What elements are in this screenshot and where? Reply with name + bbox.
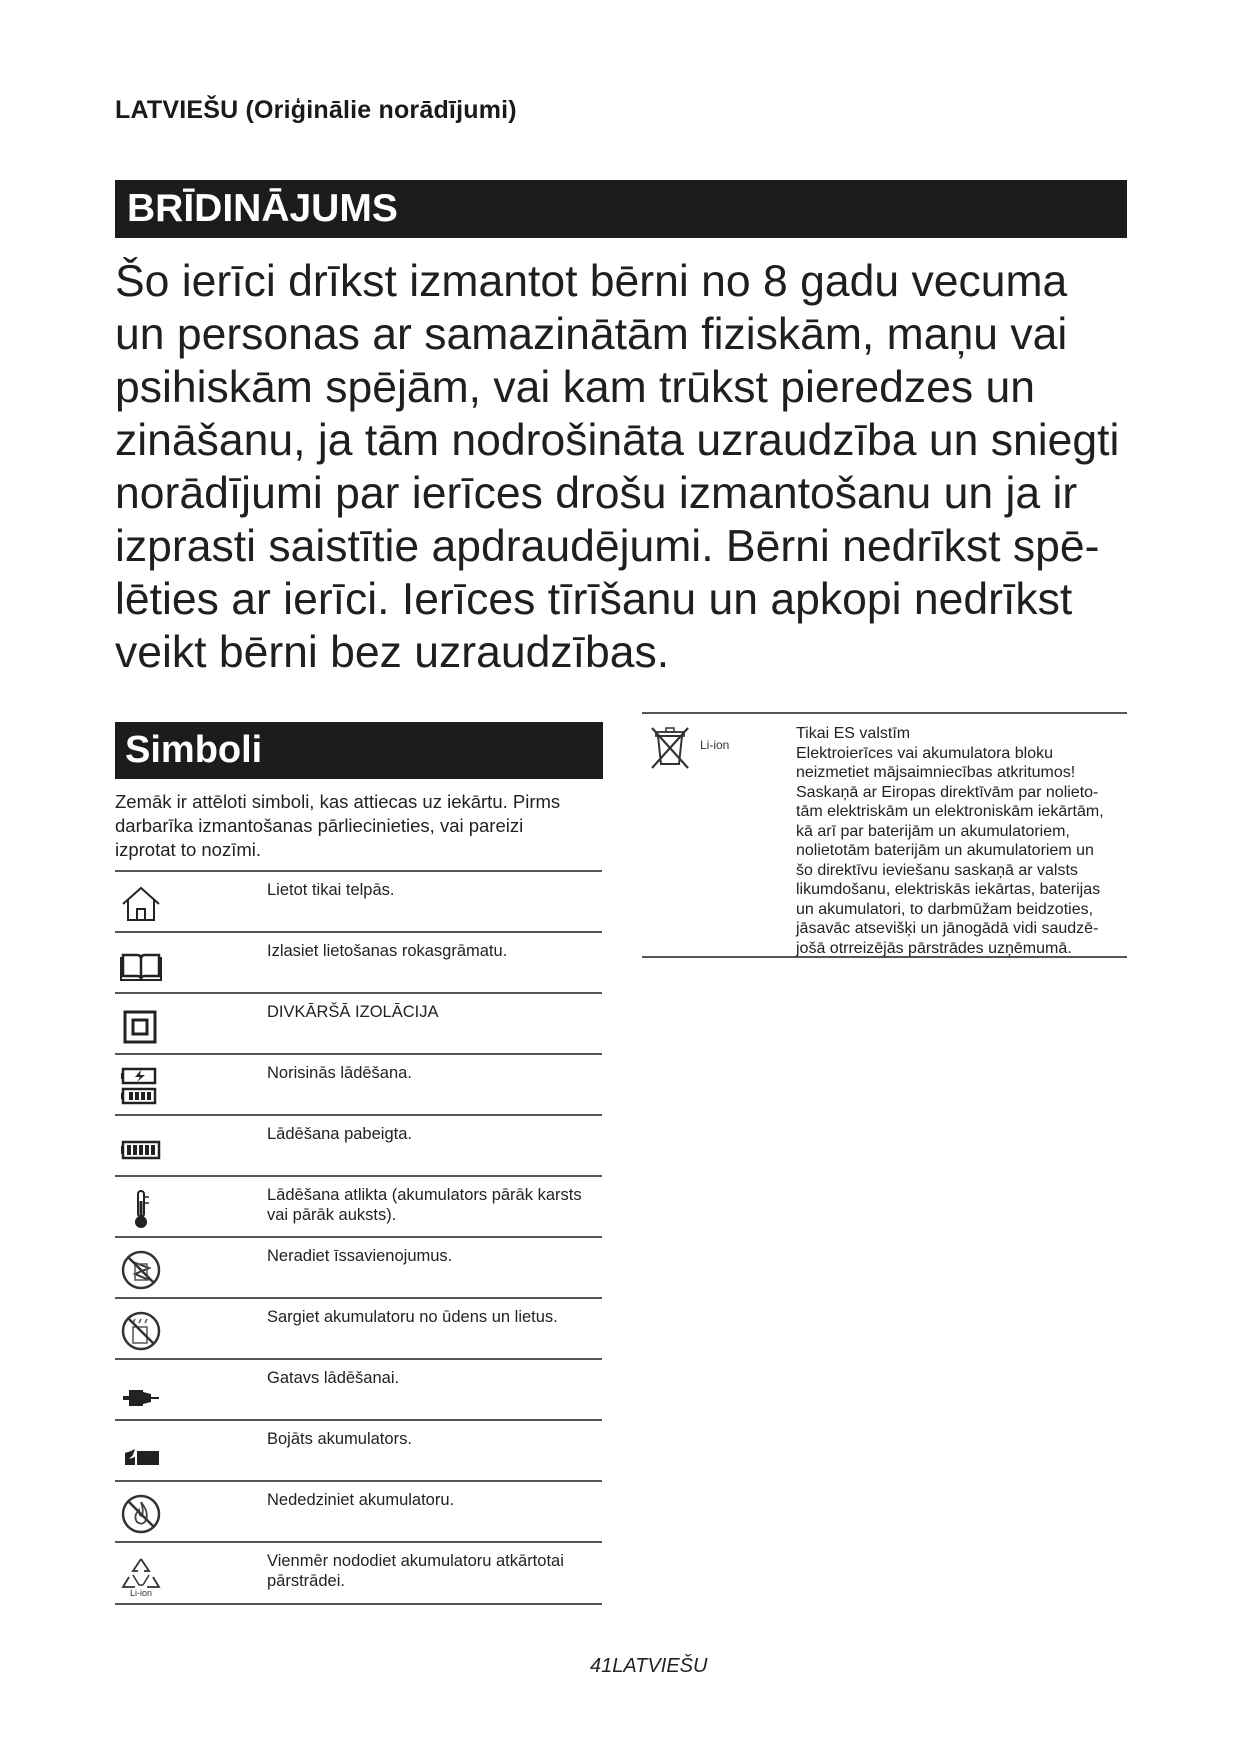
warning-text (115, 255, 1145, 679)
symbol-description: Norisinās lādēšana. (267, 1064, 412, 1082)
warning-line: norādījumi par ierīces drošu izmantošanu un ja ir (115, 469, 1078, 518)
symbol-description: Gatavs lādēšanai. (267, 1369, 400, 1387)
symbol-row (115, 1175, 602, 1236)
eu-line: tām elektriskām un elektroniskām iekārtām, (796, 803, 1104, 820)
no-water-icon (119, 1309, 163, 1353)
symbol-row (115, 1053, 602, 1114)
warning-line: psihiskām spējām, vai kam trūkst pieredzes un (115, 363, 1036, 412)
symbol-description: Neradiet īssavienojumus. (267, 1247, 453, 1265)
warning-line: izprasti saistītie apdraudējumi. Bērni nedrīkst spē- (115, 522, 1100, 571)
intro-line: izprotat to nozīmi. (115, 839, 262, 860)
symbol-row (115, 1236, 602, 1297)
warning-line: Šo ierīci drīkst izmantot bērni no 8 gadu vecuma (115, 257, 1068, 306)
manual-book-icon (119, 943, 163, 987)
battery-charging-icon (119, 1065, 163, 1109)
intro-line: Zemāk ir attēloti simboli, kas attiecas uz iekārtu. Pirms (115, 791, 561, 812)
eu-line: neizmetiet mājsaimniecības atkritumos! (796, 764, 1076, 781)
warning-line: lēties ar ierīci. Ierīces tīrīšanu un apkopi nedrīkst (115, 575, 1073, 624)
symbol-description: Bojāts akumulators. (267, 1430, 412, 1448)
eu-icon-label: Li-ion (700, 738, 730, 752)
double-insulation-icon (119, 1004, 163, 1048)
eu-notice-text (796, 724, 1131, 958)
symbol-description: Lādēšana pabeigta. (267, 1125, 412, 1143)
page-footer: 41LATVIEŠU (590, 1655, 708, 1677)
warning-line: veikt bērni bez uzraudzības. (115, 628, 670, 677)
eu-line: kā arī par baterijām un akumulatoriem, (796, 822, 1070, 840)
page-header-title: LATVIEŠU (Oriģinālie norādījumi) (115, 96, 517, 124)
symbols-table (115, 870, 602, 1605)
symbol-description: Izlasiet lietošanas rokasgrāmatu. (267, 942, 508, 960)
crossed-bin-icon (648, 724, 692, 770)
symbol-row (115, 931, 602, 992)
no-fire-icon (119, 1492, 163, 1536)
eu-line: šo direktīvu ieviešanu saskaņā ar valsts (796, 861, 1078, 879)
warning-line: un personas ar samazinātām fiziskām, maņu vai (115, 310, 1068, 359)
symbols-heading: Simboli (115, 722, 603, 779)
recycle-icon-label: Li-ion (129, 1588, 153, 1597)
eu-line: jāsavāc atsevišķi un jānogādā vidi saudzē- (796, 920, 1099, 937)
symbol-row (115, 1114, 602, 1175)
warning-line: zināšanu, ja tām nodrošināta uzraudzība un sniegti (115, 416, 1120, 465)
eu-line: likumdošanu, elektriskās iekārtas, baterijas (796, 881, 1101, 898)
symbol-row (115, 1358, 602, 1419)
symbol-description: Vienmēr nododiet akumulatoru atkārtotai pārstrādei. (267, 1552, 564, 1590)
house-indoor-icon (119, 882, 163, 926)
eu-line: Elektroierīces vai akumulatora bloku (796, 744, 1054, 762)
symbol-description: Sargiet akumulatoru no ūdens un lietus. (267, 1308, 558, 1326)
eu-line: Saskaņā ar Eiropas direktīvām par nolieto- (796, 783, 1099, 801)
symbol-description: DIVKĀRŠĀ IZOLĀCIJA (267, 1003, 439, 1021)
symbol-row (115, 1419, 602, 1480)
symbol-row (115, 992, 602, 1053)
symbol-row (115, 1480, 602, 1541)
warning-heading: BRĪDINĀJUMS (115, 180, 1127, 238)
damaged-battery-icon (119, 1431, 163, 1475)
eu-disposal-notice (642, 712, 1127, 958)
symbol-row (115, 870, 602, 931)
eu-line: jošā otrreizējās pārstrādes uzņēmumā. (796, 939, 1072, 957)
eu-line: Tikai ES valstīm (796, 725, 911, 742)
no-short-circuit-icon (119, 1248, 163, 1292)
intro-line: darbarīka izmantošanas pārliecinieties, vai pareizi (115, 815, 524, 836)
eu-line: nolietotām baterijām un akumulatoriem un (796, 842, 1094, 859)
symbol-description: Nededziniet akumulatoru. (267, 1491, 455, 1509)
symbol-description: Lādēšana atlikta (akumulators pārāk karsts vai pārāk auksts). (267, 1186, 582, 1224)
symbol-row (115, 1297, 602, 1358)
symbols-intro (115, 790, 615, 862)
thermometer-icon (119, 1187, 163, 1231)
symbol-description: Lietot tikai telpās. (267, 881, 395, 899)
plug-icon (119, 1370, 163, 1414)
eu-line: un akumulatori, to darbmūžam beidzoties, (796, 900, 1094, 918)
battery-full-icon (119, 1126, 163, 1170)
recycle-icon (119, 1553, 163, 1597)
symbol-row (115, 1541, 602, 1605)
